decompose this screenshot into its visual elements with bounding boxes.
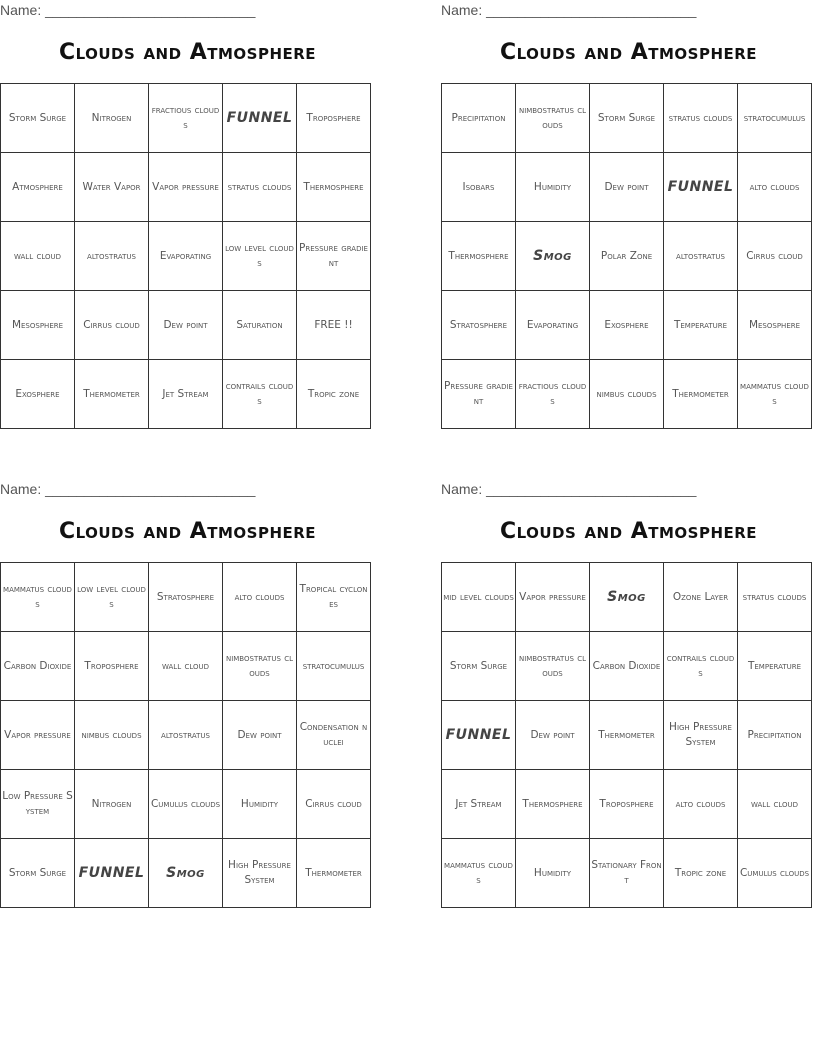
grid-cell: FREE !! xyxy=(297,291,371,360)
bingo-card xyxy=(0,479,375,919)
grid-cell: Saturation xyxy=(223,291,297,360)
grid-cell: Thermosphere xyxy=(516,770,590,839)
grid-cell: Condensation nuclei xyxy=(297,701,371,770)
grid-cell: Low Pressure System xyxy=(1,770,75,839)
grid-cell: mammatus clouds xyxy=(442,839,516,908)
grid-row xyxy=(442,701,812,770)
grid-cell: Carbon Dioxide xyxy=(590,632,664,701)
grid-cell: Cirrus cloud xyxy=(738,222,812,291)
grid-cell: FUNNEL xyxy=(223,84,297,153)
grid-cell: mammatus clouds xyxy=(1,563,75,632)
grid-cell: Pressure gradient xyxy=(297,222,371,291)
grid-cell: Jet Stream xyxy=(442,770,516,839)
grid-cell: Humidity xyxy=(516,839,590,908)
grid-row xyxy=(1,360,371,429)
grid-cell: Stationary Front xyxy=(590,839,664,908)
grid-cell: Dew point xyxy=(590,153,664,222)
grid-cell: Cumulus clouds xyxy=(738,839,812,908)
grid-cell: wall cloud xyxy=(738,770,812,839)
grid-row xyxy=(442,291,812,360)
card-title: Clouds and Atmosphere xyxy=(499,519,758,544)
grid-cell: Thermometer xyxy=(75,360,149,429)
grid-cell: Mesosphere xyxy=(738,291,812,360)
grid-cell: stratocumulus xyxy=(738,84,812,153)
grid-cell: altostratus xyxy=(75,222,149,291)
grid-cell: Ozone Layer xyxy=(664,563,738,632)
grid-cell: Troposphere xyxy=(590,770,664,839)
grid-row xyxy=(442,563,812,632)
bingo-grid xyxy=(0,83,371,429)
grid-cell: Isobars xyxy=(442,153,516,222)
grid-cell: Precipitation xyxy=(442,84,516,153)
grid-cell: Exosphere xyxy=(590,291,664,360)
grid-cell: alto clouds xyxy=(664,770,738,839)
grid-cell: FUNNEL xyxy=(442,701,516,770)
grid-cell: Tropical cyclones xyxy=(297,563,371,632)
grid-cell: fractious clouds xyxy=(516,360,590,429)
grid-cell: Thermosphere xyxy=(442,222,516,291)
grid-cell: Troposphere xyxy=(297,84,371,153)
grid-cell: Storm Surge xyxy=(590,84,664,153)
grid-cell: Evaporating xyxy=(149,222,223,291)
grid-cell: stratus clouds xyxy=(664,84,738,153)
grid-cell: mid level clouds xyxy=(442,563,516,632)
grid-cell: nimbus clouds xyxy=(75,701,149,770)
grid-row xyxy=(1,222,371,291)
grid-row xyxy=(1,839,371,908)
grid-row xyxy=(442,360,812,429)
grid-cell: Vapor pressure xyxy=(149,153,223,222)
grid-cell: Dew point xyxy=(149,291,223,360)
grid-row xyxy=(1,84,371,153)
grid-cell: nimbus clouds xyxy=(590,360,664,429)
grid-cell: Smog xyxy=(590,563,664,632)
grid-row xyxy=(1,291,371,360)
name-field-line: Name: ___________________________ xyxy=(441,481,697,497)
grid-cell: Mesosphere xyxy=(1,291,75,360)
grid-cell: Cirrus cloud xyxy=(75,291,149,360)
grid-row xyxy=(1,770,371,839)
bingo-card xyxy=(441,479,816,919)
grid-row xyxy=(1,153,371,222)
grid-cell: contrails clouds xyxy=(223,360,297,429)
grid-cell: Temperature xyxy=(738,632,812,701)
grid-cell: FUNNEL xyxy=(75,839,149,908)
grid-cell: nimbostratus clouds xyxy=(516,84,590,153)
grid-cell: wall cloud xyxy=(149,632,223,701)
grid-cell: Thermometer xyxy=(664,360,738,429)
bingo-grid xyxy=(441,562,812,908)
grid-cell: Vapor pressure xyxy=(516,563,590,632)
grid-cell: Cumulus clouds xyxy=(149,770,223,839)
grid-row xyxy=(442,839,812,908)
card-title: Clouds and Atmosphere xyxy=(58,519,317,544)
grid-cell: Nitrogen xyxy=(75,770,149,839)
grid-row xyxy=(442,153,812,222)
grid-cell: nimbostratus clouds xyxy=(223,632,297,701)
grid-row xyxy=(442,770,812,839)
grid-cell: Thermometer xyxy=(590,701,664,770)
grid-cell: fractious clouds xyxy=(149,84,223,153)
grid-cell: High Pressure System xyxy=(664,701,738,770)
grid-cell: alto clouds xyxy=(738,153,812,222)
grid-row xyxy=(1,563,371,632)
bingo-grid xyxy=(441,83,812,429)
grid-row xyxy=(442,632,812,701)
grid-cell: Stratosphere xyxy=(149,563,223,632)
grid-cell: Atmosphere xyxy=(1,153,75,222)
grid-cell: Smog xyxy=(149,839,223,908)
grid-cell: Humidity xyxy=(223,770,297,839)
grid-cell: Smog xyxy=(516,222,590,291)
grid-cell: FUNNEL xyxy=(664,153,738,222)
grid-cell: nimbostratus clouds xyxy=(516,632,590,701)
grid-cell: Tropic zone xyxy=(664,839,738,908)
grid-row xyxy=(1,701,371,770)
name-field-line: Name: ___________________________ xyxy=(0,481,256,497)
grid-cell: Exosphere xyxy=(1,360,75,429)
name-field-line: Name: ___________________________ xyxy=(441,2,697,18)
grid-cell: stratus clouds xyxy=(738,563,812,632)
grid-row xyxy=(442,84,812,153)
grid-cell: stratus clouds xyxy=(223,153,297,222)
grid-cell: mammatus clouds xyxy=(738,360,812,429)
grid-row xyxy=(1,632,371,701)
grid-cell: Storm Surge xyxy=(1,839,75,908)
grid-cell: Stratosphere xyxy=(442,291,516,360)
bingo-card xyxy=(441,0,816,440)
grid-cell: Water Vapor xyxy=(75,153,149,222)
grid-cell: Storm Surge xyxy=(442,632,516,701)
grid-cell: alto clouds xyxy=(223,563,297,632)
grid-cell: low level clouds xyxy=(223,222,297,291)
grid-cell: contrails clouds xyxy=(664,632,738,701)
card-title: Clouds and Atmosphere xyxy=(499,40,758,65)
grid-cell: wall cloud xyxy=(1,222,75,291)
grid-cell: Vapor pressure xyxy=(1,701,75,770)
grid-cell: Carbon Dioxide xyxy=(1,632,75,701)
grid-cell: Humidity xyxy=(516,153,590,222)
grid-cell: Precipitation xyxy=(738,701,812,770)
grid-cell: Thermometer xyxy=(297,839,371,908)
grid-cell: Polar Zone xyxy=(590,222,664,291)
bingo-card xyxy=(0,0,375,440)
grid-cell: Thermosphere xyxy=(297,153,371,222)
grid-cell: Troposphere xyxy=(75,632,149,701)
card-title: Clouds and Atmosphere xyxy=(58,40,317,65)
grid-cell: Pressure gradient xyxy=(442,360,516,429)
grid-cell: Dew point xyxy=(223,701,297,770)
grid-cell: Dew point xyxy=(516,701,590,770)
name-field-line: Name: ___________________________ xyxy=(0,2,256,18)
grid-cell: Storm Surge xyxy=(1,84,75,153)
grid-cell: altostratus xyxy=(664,222,738,291)
grid-cell: altostratus xyxy=(149,701,223,770)
bingo-grid xyxy=(0,562,371,908)
grid-cell: High Pressure System xyxy=(223,839,297,908)
grid-cell: Tropic zone xyxy=(297,360,371,429)
grid-cell: Temperature xyxy=(664,291,738,360)
grid-row xyxy=(442,222,812,291)
grid-cell: stratocumulus xyxy=(297,632,371,701)
grid-cell: Jet Stream xyxy=(149,360,223,429)
grid-cell: Evaporating xyxy=(516,291,590,360)
grid-cell: Nitrogen xyxy=(75,84,149,153)
grid-cell: low level clouds xyxy=(75,563,149,632)
grid-cell: Cirrus cloud xyxy=(297,770,371,839)
